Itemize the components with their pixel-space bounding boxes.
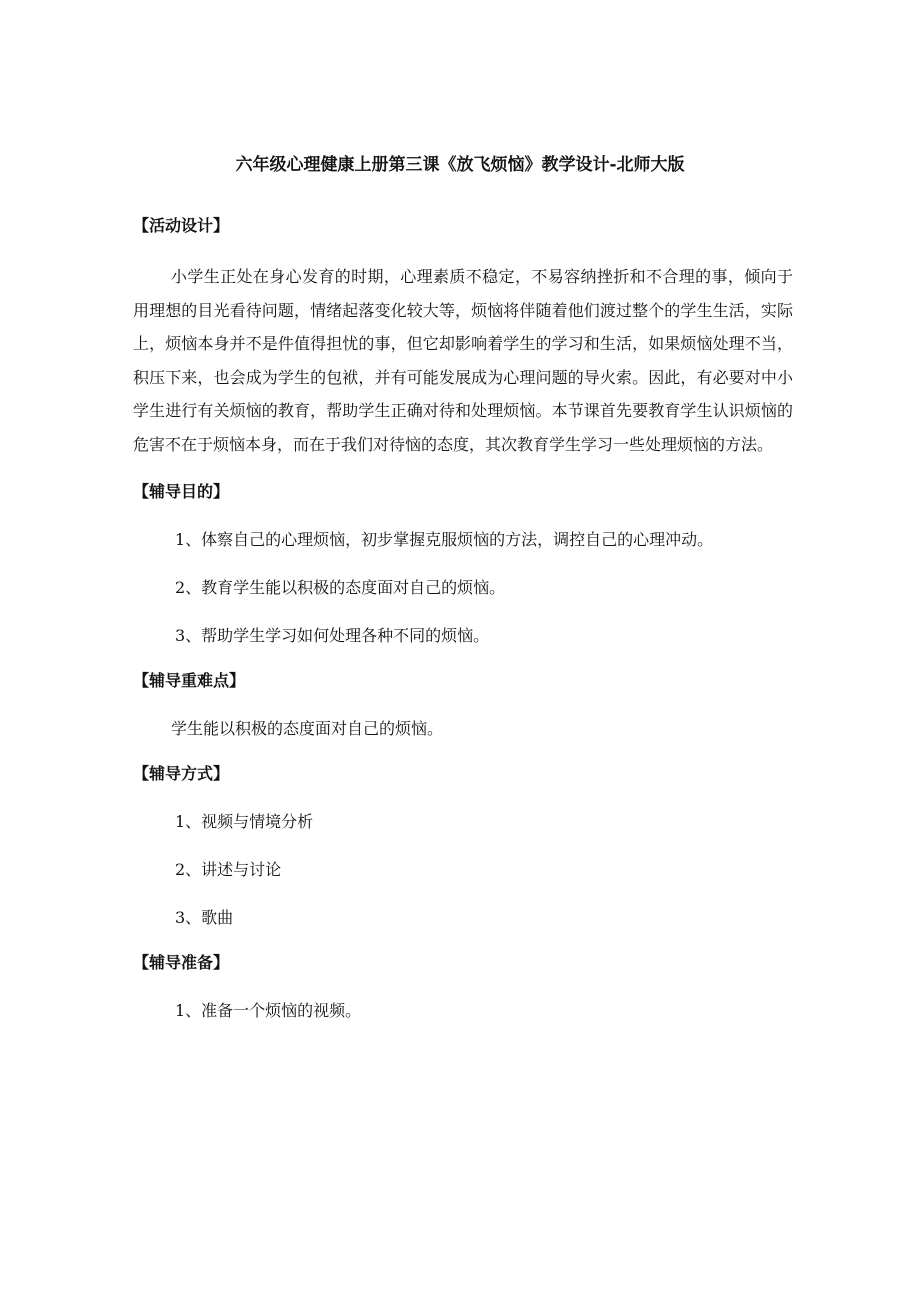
methods-list (133, 808, 793, 932)
list-item: 1、体察自己的心理烦恼，初步掌握克服烦恼的方法，调控自己的心理冲动。 (175, 530, 714, 549)
section-guidance-methods (133, 760, 793, 932)
list-item: 2、讲述与讨论 (175, 860, 282, 879)
list-item: 2、教育学生能以积极的态度面对自己的烦恼。 (175, 578, 506, 597)
section-activity-design (133, 212, 793, 461)
list-item: 3、帮助学生学习如何处理各种不同的烦恼。 (175, 626, 490, 645)
section-heading: 【活动设计】 (133, 216, 230, 235)
document-body (133, 212, 793, 1025)
document-title: 六年级心理健康上册第三课《放飞烦恼》教学设计-北师大版 (235, 155, 685, 175)
list-item: 3、歌曲 (175, 908, 234, 927)
section-key-points (133, 667, 793, 743)
section-guidance-goals (133, 478, 793, 650)
list-item: 1、视频与情境分析 (175, 812, 314, 831)
goals-list (133, 526, 793, 650)
key-points-text: 学生能以积极的态度面对自己的烦恼。 (171, 719, 444, 738)
section-heading: 【辅导方式】 (133, 764, 230, 783)
list-item: 1、准备一个烦恼的视频。 (175, 1001, 362, 1020)
section-preparation (133, 949, 793, 1025)
preparation-list (133, 997, 793, 1025)
section-heading: 【辅导重难点】 (133, 671, 246, 690)
section-heading: 【辅导目的】 (133, 482, 230, 501)
section-paragraph: 小学生正处在身心发育的时期，心理素质不稳定，不易容纳挫折和不合理的事，倾向于用理想的目光看待问题，情绪起落变化较大等，烦恼将伴随着他们渡过整个的学生生活，实际上，烦恼本身并不是件值得担忧的事，但它却影响着学生的学习和生活，如果烦恼处理不当，积压下来，也会成为学生的包袱，并有可能发展成为心理问题的导火索。因此，有必要对中小学生进行有关烦恼的教育，帮助学生正确对待和处理烦恼。本节课首先要教育学生认识烦恼的危害不在于烦恼本身，而在于我们对待恼的态度，其次教育学生学习一些处理烦恼的方法。 (133, 267, 793, 454)
section-heading: 【辅导准备】 (133, 953, 230, 972)
